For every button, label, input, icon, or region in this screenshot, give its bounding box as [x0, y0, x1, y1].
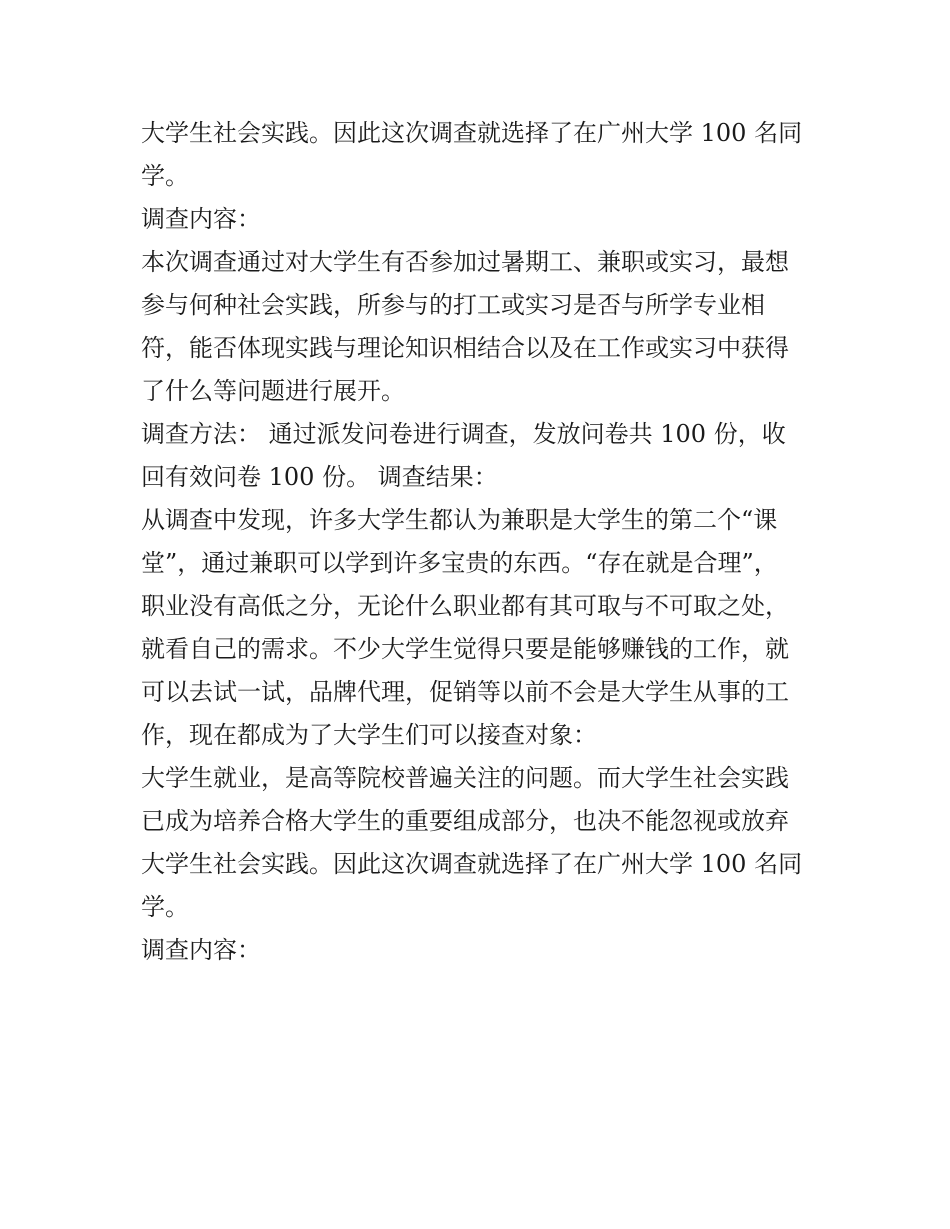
section-heading: 调查内容： [141, 205, 261, 233]
text-line: 了什么等问题进行展开。 [141, 377, 405, 405]
text-line: 职业没有高低之分，无论什么职业都有其可取与不可取之处， [141, 592, 789, 620]
text-line: 大学生就业，是高等院校普遍关注的问题。而大学生社会实践 [141, 764, 789, 792]
text-line: 可以去试一试，品牌代理，促销等以前不会是大学生从事的工 [141, 678, 789, 706]
text-line: 已成为培养合格大学生的重要组成部分，也决不能忽视或放弃 [141, 807, 789, 835]
document-body [141, 112, 813, 972]
text-line: 学。 [141, 162, 189, 190]
text-line: 作，现在都成为了大学生们可以接查对象： [141, 721, 597, 749]
text-line: 学。 [141, 893, 189, 921]
text-line: 从调查中发现，许多大学生都认为兼职是大学生的第二个“课 [141, 506, 778, 534]
section-heading: 调查内容： [141, 936, 261, 964]
text-line: 大学生社会实践。因此这次调查就选择了在广州大学 100 名同 [141, 850, 803, 878]
text-line: 堂”，通过兼职可以学到许多宝贵的东西。“存在就是合理”， [141, 549, 778, 577]
text-line: 本次调查通过对大学生有否参加过暑期工、兼职或实习，最想 [141, 248, 789, 276]
text-line: 回有效问卷 100 份。 调查结果： [141, 463, 498, 491]
text-line: 调查方法： 通过派发问卷进行调查，发放问卷共 100 份，收 [141, 420, 786, 448]
text-line: 就看自己的需求。不少大学生觉得只要是能够赚钱的工作，就 [141, 635, 789, 663]
text-line: 符，能否体现实践与理论知识相结合以及在工作或实习中获得 [141, 334, 789, 362]
text-line: 参与何种社会实践，所参与的打工或实习是否与所学专业相 [141, 291, 765, 319]
text-line: 大学生社会实践。因此这次调查就选择了在广州大学 100 名同 [141, 119, 803, 147]
